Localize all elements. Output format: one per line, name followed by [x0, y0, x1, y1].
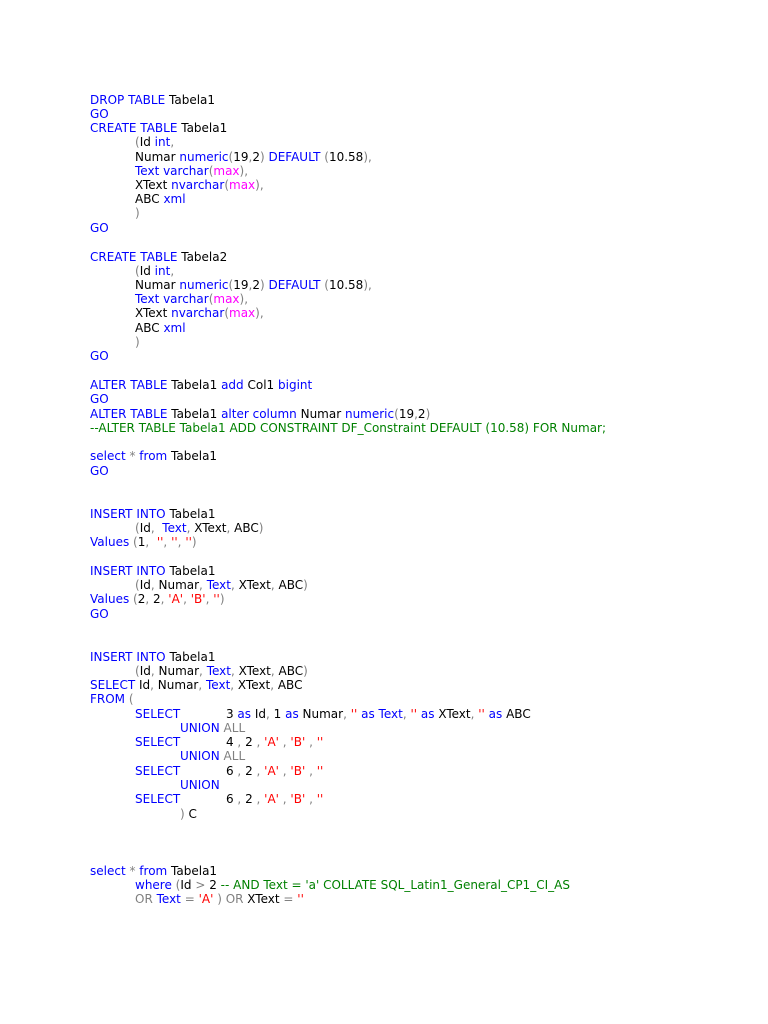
- code-token: Numar: [302, 707, 344, 721]
- code-token: 3: [180, 707, 238, 721]
- code-token: (: [224, 306, 230, 320]
- code-token: Text: [206, 578, 231, 592]
- code-token: ,: [226, 521, 235, 535]
- code-line: [135, 135, 174, 149]
- code-line: [90, 864, 217, 878]
- code-token: '': [185, 535, 192, 549]
- code-token: ,: [470, 707, 479, 721]
- code-line: [90, 250, 227, 264]
- code-token: '': [410, 707, 421, 721]
- code-token: Id: [180, 878, 196, 892]
- code-token: INSERT INTO: [90, 507, 170, 521]
- code-token: Numar: [158, 664, 200, 678]
- code-token: Values: [90, 592, 134, 606]
- code-token: >: [195, 878, 210, 892]
- code-token: C: [188, 807, 197, 821]
- code-token: XText: [238, 578, 271, 592]
- code-token: int: [154, 135, 171, 149]
- code-line: [135, 321, 186, 335]
- code-token: Numar: [158, 578, 200, 592]
- code-token: (: [133, 535, 138, 549]
- code-token: '': [297, 892, 304, 906]
- code-token: (: [324, 278, 329, 292]
- code-token: 2: [245, 764, 257, 778]
- code-token: Tabela1: [181, 121, 228, 135]
- code-token: '': [156, 535, 164, 549]
- code-token: ): [219, 592, 225, 606]
- code-token: OR: [135, 892, 157, 906]
- code-line: [90, 121, 227, 135]
- code-token: Text: [156, 892, 185, 906]
- code-token: XText: [135, 306, 172, 320]
- code-token: xml: [163, 192, 186, 206]
- code-token: ABC: [135, 321, 164, 335]
- code-token: ,: [282, 735, 291, 749]
- code-token: 2: [245, 735, 257, 749]
- code-token: 'A': [264, 792, 283, 806]
- code-line: [135, 164, 248, 178]
- code-token: nvarchar: [171, 178, 225, 192]
- code-token: 'A': [264, 764, 283, 778]
- code-token: 2: [252, 150, 260, 164]
- code-token: Tabela1: [171, 407, 222, 421]
- code-token: UNION: [180, 778, 220, 792]
- code-token: from: [139, 864, 172, 878]
- code-line: [180, 721, 245, 735]
- code-token: --ALTER TABLE Tabela1 ADD CONSTRAINT DF_Constraint DEFAULT (10.58) FOR Numar;: [90, 421, 607, 435]
- code-token: *: [129, 864, 140, 878]
- code-token: as Text: [361, 707, 403, 721]
- code-token: ,: [160, 592, 169, 606]
- code-token: DEFAULT: [268, 150, 325, 164]
- code-token: (: [135, 578, 140, 592]
- code-token: XText: [247, 892, 284, 906]
- code-token: Text: [162, 521, 187, 535]
- code-token: UNION: [180, 721, 224, 735]
- code-token: GO: [90, 107, 109, 121]
- code-token: SELECT: [135, 735, 181, 749]
- code-token: ,: [186, 521, 195, 535]
- code-token: XText: [135, 178, 172, 192]
- code-token: ),: [363, 278, 372, 292]
- code-token: ,: [230, 678, 238, 692]
- code-token: ,: [183, 592, 191, 606]
- code-line: [135, 306, 264, 320]
- code-token: Id: [139, 664, 151, 678]
- code-token: INSERT INTO: [90, 564, 170, 578]
- code-token: ,: [199, 664, 207, 678]
- code-token: ),: [255, 306, 264, 320]
- code-line: [90, 678, 302, 692]
- code-line: [135, 278, 372, 292]
- code-token: ,: [150, 578, 159, 592]
- code-token: Id: [139, 578, 151, 592]
- code-token: Tabela1: [169, 507, 216, 521]
- code-token: numeric: [179, 278, 229, 292]
- code-line: [90, 392, 109, 406]
- code-token: ,: [237, 792, 246, 806]
- code-token: xml: [163, 321, 186, 335]
- code-token: 6: [180, 764, 238, 778]
- code-token: from: [139, 449, 172, 463]
- code-token: 2: [137, 592, 146, 606]
- code-token: max: [213, 292, 240, 306]
- code-token: -- AND Text = 'a' COLLATE SQL_Latin1_General_CP1_CI_AS: [220, 878, 570, 892]
- code-token: Text varchar: [135, 292, 209, 306]
- code-line: [135, 206, 140, 220]
- code-token: max: [229, 306, 256, 320]
- code-line: [90, 421, 606, 435]
- code-token: GO: [90, 464, 109, 478]
- code-line: [90, 349, 109, 363]
- code-token: (: [135, 521, 140, 535]
- code-line: [90, 449, 217, 463]
- code-token: where: [135, 878, 176, 892]
- code-token: XText: [438, 707, 471, 721]
- code-token: GO: [90, 349, 109, 363]
- code-token: SELECT: [135, 764, 181, 778]
- code-token: CREATE TABLE: [90, 250, 182, 264]
- code-line: [135, 735, 323, 749]
- code-line: [90, 378, 312, 392]
- code-token: ,: [270, 678, 278, 692]
- code-token: Tabela1: [169, 564, 216, 578]
- code-token: ,: [282, 764, 291, 778]
- code-token: ,: [309, 735, 317, 749]
- code-line: [90, 407, 430, 421]
- code-token: 19: [233, 150, 249, 164]
- code-token: '': [213, 592, 220, 606]
- code-token: (: [324, 150, 329, 164]
- code-token: 10.58: [328, 150, 364, 164]
- code-token: ,: [256, 792, 265, 806]
- code-token: 'A': [264, 735, 283, 749]
- code-token: DEFAULT: [268, 278, 325, 292]
- code-line: [90, 93, 215, 107]
- code-line: [90, 464, 109, 478]
- code-token: Numar: [135, 278, 180, 292]
- code-token: XText: [237, 678, 271, 692]
- code-token: 10.58: [328, 278, 364, 292]
- code-token: 2: [417, 407, 426, 421]
- code-token: Id: [139, 678, 151, 692]
- code-token: ),: [363, 150, 372, 164]
- code-token: FROM: [90, 692, 129, 706]
- code-token: ,: [309, 792, 317, 806]
- code-token: ,: [199, 578, 207, 592]
- code-token: max: [229, 178, 256, 192]
- code-token: select: [90, 864, 130, 878]
- code-line: [90, 607, 109, 621]
- code-token: 'B': [290, 764, 310, 778]
- code-token: Text: [206, 664, 231, 678]
- code-token: ,: [248, 278, 253, 292]
- code-token: 'B': [290, 792, 310, 806]
- code-token: ,: [145, 535, 157, 549]
- code-token: (: [175, 878, 181, 892]
- code-token: as: [420, 707, 439, 721]
- code-token: '': [171, 535, 178, 549]
- code-line: [135, 764, 323, 778]
- code-line: [90, 564, 215, 578]
- code-token: numeric: [179, 150, 229, 164]
- code-token: select: [90, 449, 130, 463]
- code-token: ): [303, 664, 308, 678]
- code-token: GO: [90, 221, 109, 235]
- code-line: [90, 650, 215, 664]
- code-token: ,: [150, 521, 163, 535]
- code-token: int: [154, 264, 171, 278]
- code-line: [90, 535, 197, 549]
- code-token: (: [128, 692, 134, 706]
- code-token: Values: [90, 535, 134, 549]
- code-token: ,: [309, 764, 317, 778]
- code-token: numeric: [344, 407, 395, 421]
- code-token: 19: [233, 278, 249, 292]
- code-token: SELECT: [90, 678, 139, 692]
- code-token: ,: [256, 735, 265, 749]
- code-token: ): [191, 535, 197, 549]
- code-line: [90, 107, 109, 121]
- code-token: ): [303, 578, 308, 592]
- code-token: XText: [238, 664, 271, 678]
- code-token: ): [135, 335, 140, 349]
- code-token: as: [285, 707, 303, 721]
- code-token: =: [184, 892, 199, 906]
- code-token: ,: [163, 535, 172, 549]
- code-token: as: [488, 707, 507, 721]
- code-token: (: [228, 150, 234, 164]
- code-line: [135, 192, 186, 206]
- code-line: [135, 335, 140, 349]
- code-token: Col1: [247, 378, 278, 392]
- code-token: ,: [237, 735, 246, 749]
- code-token: '': [316, 735, 324, 749]
- code-token: ): [258, 521, 264, 535]
- code-token: ,: [270, 578, 279, 592]
- code-line: [135, 578, 308, 592]
- code-token: ALL: [223, 721, 246, 735]
- code-token: ABC: [234, 521, 259, 535]
- code-token: ): [135, 206, 140, 220]
- code-token: Tabela1: [171, 378, 222, 392]
- code-line: [135, 178, 264, 192]
- code-line: [135, 892, 304, 906]
- code-token: Numar: [135, 150, 180, 164]
- code-line: [135, 292, 248, 306]
- code-line: [135, 707, 531, 721]
- code-token: *: [129, 449, 140, 463]
- code-token: SELECT: [135, 707, 181, 721]
- code-token: Id: [139, 521, 151, 535]
- code-token: ,: [270, 664, 279, 678]
- code-token: ,: [343, 707, 351, 721]
- code-token: 'A': [168, 592, 184, 606]
- code-token: ),: [239, 292, 249, 306]
- code-token: ,: [170, 135, 175, 149]
- code-token: ),: [255, 178, 264, 192]
- code-line: [180, 778, 220, 792]
- code-token: as: [237, 707, 255, 721]
- code-line: [135, 264, 174, 278]
- code-token: ,: [177, 535, 186, 549]
- code-token: (: [228, 278, 234, 292]
- code-token: =: [283, 892, 298, 906]
- code-token: Tabela1: [169, 650, 216, 664]
- code-token: ,: [266, 707, 274, 721]
- code-token: max: [213, 164, 240, 178]
- code-token: 4: [180, 735, 238, 749]
- code-token: 1: [273, 707, 286, 721]
- code-line: [135, 150, 372, 164]
- code-token: Id: [254, 707, 266, 721]
- code-line: [180, 749, 245, 763]
- code-token: '': [350, 707, 362, 721]
- code-token: ALTER TABLE: [90, 407, 172, 421]
- code-token: (: [135, 135, 140, 149]
- code-line: [135, 792, 323, 806]
- code-token: ABC: [506, 707, 531, 721]
- code-token: (: [135, 664, 140, 678]
- code-token: (: [208, 164, 214, 178]
- code-token: Id: [139, 264, 155, 278]
- code-token: XText: [194, 521, 227, 535]
- code-token: Tabela1: [171, 864, 218, 878]
- code-token: 6: [180, 792, 238, 806]
- code-token: (: [135, 264, 140, 278]
- code-token: ,: [170, 264, 175, 278]
- code-token: ): [259, 278, 269, 292]
- code-token: 'A': [198, 892, 218, 906]
- code-token: 19: [398, 407, 415, 421]
- code-line: [135, 878, 570, 892]
- code-token: add: [221, 378, 248, 392]
- code-token: '': [316, 764, 324, 778]
- code-token: ,: [150, 678, 158, 692]
- code-token: 2: [153, 592, 161, 606]
- code-line: [90, 692, 134, 706]
- code-token: ,: [282, 792, 291, 806]
- code-line: [180, 807, 197, 821]
- code-token: ,: [256, 764, 265, 778]
- code-token: bigint: [278, 378, 313, 392]
- code-token: nvarchar: [171, 306, 225, 320]
- code-token: (: [224, 178, 230, 192]
- code-token: 2: [252, 278, 260, 292]
- code-token: Id: [139, 135, 155, 149]
- code-token: DROP TABLE: [90, 93, 169, 107]
- code-line: [135, 664, 308, 678]
- code-token: (: [133, 592, 138, 606]
- code-line: [90, 507, 215, 521]
- code-token: ALTER TABLE: [90, 378, 172, 392]
- code-token: ): [425, 407, 431, 421]
- code-token: GO: [90, 607, 109, 621]
- code-line: [90, 221, 109, 235]
- code-line: [90, 592, 225, 606]
- code-token: ,: [230, 664, 239, 678]
- code-token: 'B': [190, 592, 206, 606]
- code-token: 'B': [290, 735, 310, 749]
- code-token: Text varchar: [135, 164, 209, 178]
- code-token: Tabela1: [169, 93, 216, 107]
- code-token: ABC: [278, 664, 304, 678]
- code-token: Text: [206, 678, 231, 692]
- code-token: UNION: [180, 749, 224, 763]
- code-line: [135, 521, 263, 535]
- code-token: CREATE TABLE: [90, 121, 182, 135]
- code-token: ,: [198, 678, 206, 692]
- code-token: ,: [150, 664, 159, 678]
- code-token: GO: [90, 392, 109, 406]
- code-token: Numar: [157, 678, 199, 692]
- code-token: Numar: [300, 407, 345, 421]
- code-token: ): [180, 807, 189, 821]
- code-token: ABC: [278, 578, 304, 592]
- code-token: ): [259, 150, 269, 164]
- code-token: (: [394, 407, 399, 421]
- code-token: '': [316, 792, 324, 806]
- code-token: 1: [137, 535, 146, 549]
- code-token: ,: [205, 592, 214, 606]
- code-token: SELECT: [135, 792, 181, 806]
- code-token: ,: [237, 764, 246, 778]
- code-token: ABC: [277, 678, 303, 692]
- code-token: ,: [402, 707, 411, 721]
- code-token: ) OR: [217, 892, 248, 906]
- code-token: ),: [239, 164, 249, 178]
- code-token: 2: [245, 792, 257, 806]
- code-token: '': [478, 707, 489, 721]
- code-token: ,: [248, 150, 253, 164]
- code-token: (: [208, 292, 214, 306]
- code-token: 2: [209, 878, 221, 892]
- code-token: ,: [230, 578, 239, 592]
- code-token: ABC: [135, 192, 164, 206]
- code-token: Tabela1: [171, 449, 218, 463]
- code-token: ALL: [223, 749, 246, 763]
- code-token: ,: [145, 592, 153, 606]
- code-token: alter column: [221, 407, 301, 421]
- code-token: INSERT INTO: [90, 650, 170, 664]
- code-token: Tabela2: [181, 250, 228, 264]
- code-token: ,: [414, 407, 418, 421]
